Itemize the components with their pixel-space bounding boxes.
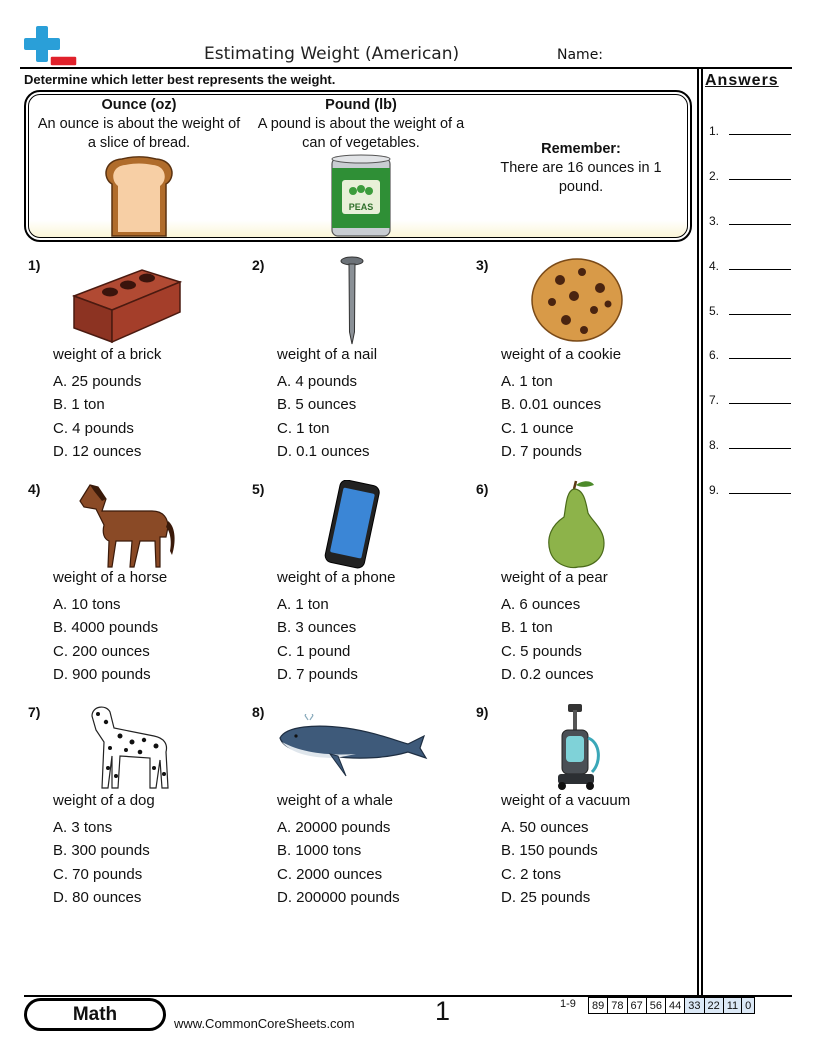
- answer-blank[interactable]: [729, 224, 791, 225]
- question-prompt: weight of a whale: [277, 792, 393, 809]
- answer-choice: A. 25 pounds: [53, 373, 142, 390]
- score-cell: 33: [685, 998, 704, 1014]
- remember-text: There are 16 ounces in 1 pound.: [500, 160, 662, 195]
- subject-label: Math: [27, 1001, 163, 1028]
- answer-choice: D. 7 pounds: [501, 442, 582, 460]
- ounce-heading: Ounce (oz): [101, 97, 177, 113]
- answer-choice: A. 6 ounces: [501, 596, 581, 613]
- pound-heading: Pound (lb): [325, 97, 397, 113]
- answer-slot-4[interactable]: [709, 259, 793, 273]
- worksheet-title: Estimating Weight (American): [204, 44, 460, 64]
- question-prompt: weight of a brick: [53, 346, 162, 363]
- answer-choice: B. 1000 tons: [277, 842, 362, 860]
- answer-blank[interactable]: [729, 314, 791, 315]
- answer-blank[interactable]: [729, 493, 791, 494]
- answer-choice: A. 50 ounces: [501, 819, 589, 836]
- answer-choice: C. 70 pounds: [53, 865, 143, 883]
- answer-number: 8.: [709, 438, 720, 452]
- answer-slot-7[interactable]: [709, 393, 793, 407]
- answer-slot-1[interactable]: [709, 124, 793, 138]
- answer-choice: A. 1 ton: [277, 596, 329, 613]
- score-table: [588, 997, 755, 1014]
- answer-choices: [53, 593, 158, 686]
- answer-choice: B. 3 ounces: [277, 619, 357, 637]
- question-number: 2): [252, 257, 265, 273]
- score-cell: 44: [666, 998, 685, 1014]
- answer-choice: C. 5 pounds: [501, 642, 582, 660]
- answer-choice: D. 80 ounces: [53, 888, 142, 906]
- answer-choices: [277, 370, 370, 463]
- answer-choices: [53, 370, 141, 463]
- answer-slot-8[interactable]: [709, 438, 793, 452]
- answer-number: 6.: [709, 348, 720, 362]
- answer-choice: C. 200 ounces: [53, 642, 150, 660]
- answer-slot-3[interactable]: [709, 214, 793, 228]
- answer-choice: A. 10 tons: [53, 596, 121, 613]
- question-prompt: weight of a nail: [277, 346, 378, 363]
- answer-choice: B. 0.01 ounces: [501, 396, 602, 414]
- name-label: Name:: [557, 47, 604, 63]
- answer-choice: D. 0.1 ounces: [277, 442, 370, 460]
- answer-blank[interactable]: [729, 448, 791, 449]
- score-cell: 0: [742, 998, 755, 1014]
- question-prompt: weight of a horse: [53, 569, 168, 586]
- remember-note: [484, 140, 678, 197]
- score-cell: 67: [627, 998, 646, 1014]
- subject-badge: [24, 998, 166, 1031]
- question-prompt: weight of a pear: [501, 569, 608, 586]
- answer-choice: A. 3 tons: [53, 819, 113, 836]
- question-number: 4): [28, 481, 41, 497]
- bread-slice-image: [100, 156, 178, 240]
- pound-description: A pound is about the weight of a can of vegetables.: [257, 116, 465, 151]
- can-of-peas-image: [330, 154, 392, 240]
- answer-blank[interactable]: [729, 358, 791, 359]
- dalmatian-dog-image: [84, 702, 172, 792]
- score-cell: 11: [723, 998, 741, 1014]
- brick-image: [72, 256, 184, 344]
- page-number: 1: [435, 996, 451, 1026]
- pound-info: [250, 96, 472, 153]
- answer-choice: D. 7 pounds: [277, 665, 358, 683]
- question-number: 6): [476, 481, 489, 497]
- answer-choice: D. 0.2 ounces: [501, 665, 594, 683]
- answer-slot-6[interactable]: [709, 348, 793, 362]
- answer-number: 7.: [709, 393, 720, 407]
- answer-choice: D. 12 ounces: [53, 442, 142, 460]
- question-prompt: weight of a dog: [53, 792, 155, 809]
- score-cell: 22: [704, 998, 723, 1014]
- ounce-info: [32, 96, 246, 153]
- answer-number: 2.: [709, 169, 720, 183]
- question-number: 9): [476, 704, 489, 720]
- answer-choices: [277, 816, 400, 909]
- whale-image: [276, 714, 428, 782]
- can-label-text: PEAS: [348, 202, 374, 212]
- question-prompt: weight of a cookie: [501, 346, 622, 363]
- answer-slot-2[interactable]: [709, 169, 793, 183]
- header-rule: [20, 67, 792, 69]
- answer-choice: D. 200000 pounds: [277, 888, 400, 906]
- score-cell: 56: [646, 998, 665, 1014]
- answer-number: 5.: [709, 304, 720, 318]
- answer-slot-5[interactable]: [709, 304, 793, 318]
- answer-number: 9.: [709, 483, 720, 497]
- answer-blank[interactable]: [729, 269, 791, 270]
- answer-column-divider: [697, 67, 699, 995]
- horse-image: [76, 481, 180, 569]
- answer-choices: [501, 370, 601, 463]
- question-number: 5): [252, 481, 265, 497]
- answer-choice: B. 1 ton: [501, 619, 553, 637]
- answer-choice: A. 4 pounds: [277, 373, 358, 390]
- answer-choices: [53, 816, 150, 909]
- answer-number: 4.: [709, 259, 720, 273]
- phone-image: [318, 480, 386, 570]
- remember-heading: Remember:: [541, 141, 621, 157]
- question-number: 3): [476, 257, 489, 273]
- answer-number: 3.: [709, 214, 720, 228]
- answer-number: 1.: [709, 124, 720, 138]
- answer-choices: [501, 816, 598, 909]
- answers-title: Answers: [705, 72, 779, 89]
- nail-image: [340, 256, 364, 346]
- answer-choice: A. 1 ton: [501, 373, 553, 390]
- answer-choice: C. 1 ton: [277, 419, 330, 437]
- answer-choice: C. 1 ounce: [501, 419, 574, 437]
- answer-blank[interactable]: [729, 403, 791, 404]
- answer-choice: C. 4 pounds: [53, 419, 134, 437]
- answer-blank[interactable]: [729, 179, 791, 180]
- answer-choice: B. 150 pounds: [501, 842, 598, 860]
- score-range-label: 1-9: [560, 998, 576, 1010]
- answer-choice: C. 2000 ounces: [277, 865, 383, 883]
- answer-slot-9[interactable]: [709, 483, 793, 497]
- answer-choice: A. 20000 pounds: [277, 819, 391, 836]
- instructions: Determine which letter best represents the weight.: [24, 72, 336, 87]
- ounce-description: An ounce is about the weight of a slice of bread.: [37, 116, 241, 151]
- answer-choice: D. 25 pounds: [501, 888, 591, 906]
- answer-choices: [277, 593, 358, 686]
- pear-image: [544, 479, 608, 569]
- answer-choice: B. 300 pounds: [53, 842, 150, 860]
- answer-choice: C. 1 pound: [277, 642, 351, 660]
- website-link[interactable]: www.CommonCoreSheets.com: [174, 1016, 355, 1031]
- answer-column-divider-inner: [701, 67, 703, 995]
- answer-choice: B. 1 ton: [53, 396, 105, 414]
- answer-choice: B. 4000 pounds: [53, 619, 159, 637]
- answer-blank[interactable]: [729, 134, 791, 135]
- question-number: 8): [252, 704, 265, 720]
- answer-choice: C. 2 tons: [501, 865, 562, 883]
- answer-choice: B. 5 ounces: [277, 396, 357, 414]
- commoncoresheets-logo: [22, 24, 80, 68]
- cookie-image: [530, 258, 624, 342]
- question-number: 1): [28, 257, 41, 273]
- question-prompt: weight of a phone: [277, 569, 396, 586]
- question-prompt: weight of a vacuum: [501, 792, 631, 809]
- vacuum-cleaner-image: [552, 702, 604, 792]
- score-cell: 89: [589, 998, 608, 1014]
- question-number: 7): [28, 704, 41, 720]
- answer-choices: [501, 593, 594, 686]
- score-cell: 78: [608, 998, 627, 1014]
- answer-choice: D. 900 pounds: [53, 665, 151, 683]
